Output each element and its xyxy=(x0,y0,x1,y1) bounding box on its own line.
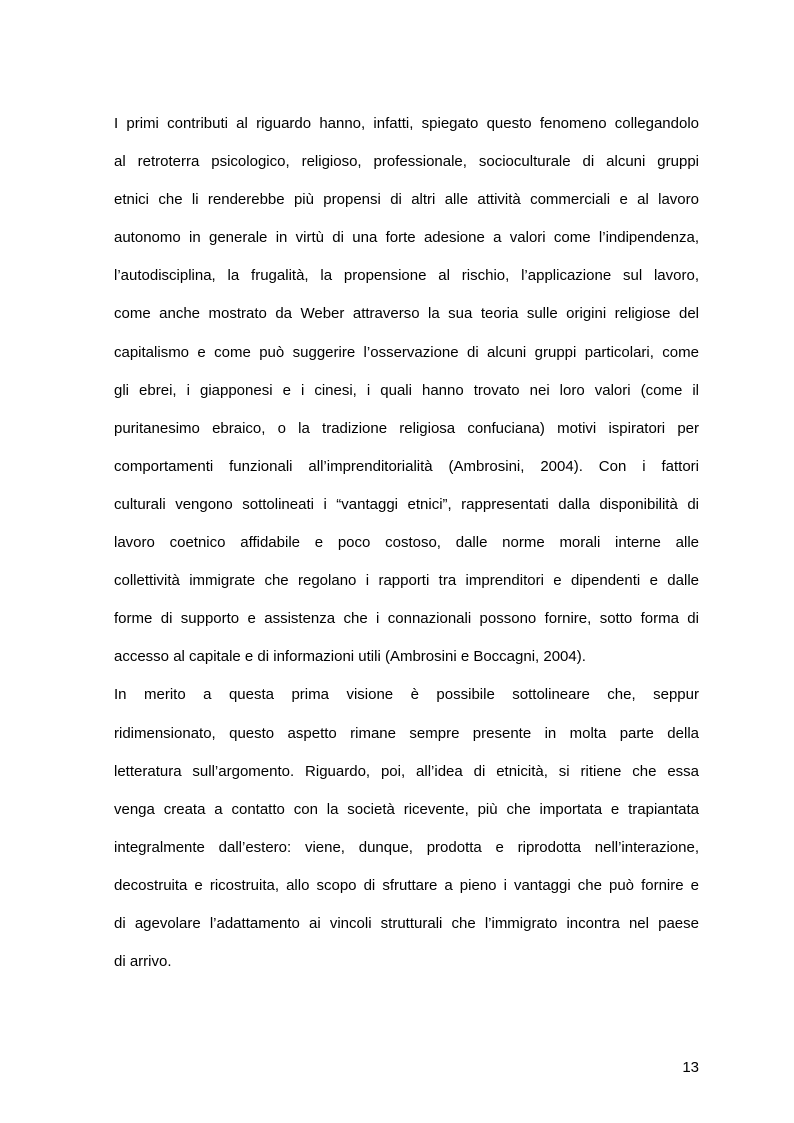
body-text xyxy=(114,112,699,988)
text-line: In merito a questa prima visione è possibile sottolineare che, seppur xyxy=(114,686,699,704)
text-line: forme di supporto e assistenza che i connazionali possono fornire, sotto forma di xyxy=(114,610,699,628)
text-line: I primi contributi al riguardo hanno, infatti, spiegato questo fenomeno collegandolo xyxy=(114,115,699,132)
text-line: venga creata a contatto con la società ricevente, più che importata e trapiantata xyxy=(114,800,699,818)
text-line: autonomo in generale in virtù di una forte adesione a valori come l’indipendenza, xyxy=(114,229,699,247)
text-line: puritanesimo ebraico, o la tradizione religiosa confuciana) motivi ispiratori per xyxy=(114,419,699,437)
text-line: integralmente dall’estero: viene, dunque, prodotta e riprodotta nell’interazione, xyxy=(114,838,699,856)
text-line: ridimensionato, questo aspetto rimane sempre presente in molta parte della xyxy=(114,724,699,742)
text-line: l’autodisciplina, la frugalità, la propensione al rischio, l’applicazione sul lavoro, xyxy=(114,267,699,285)
text-line: al retroterra psicologico, religioso, professionale, socioculturale di alcuni gruppi xyxy=(114,153,699,171)
text-line: di arrivo. xyxy=(114,953,172,971)
text-line: etnici che li renderebbe più propensi di altri alle attività commerciali e al lavoro xyxy=(114,191,699,209)
text-line: letteratura sull’argomento. Riguardo, poi, all’idea di etnicità, si ritiene che essa xyxy=(114,762,699,780)
text-line: gli ebrei, i giapponesi e i cinesi, i quali hanno trovato nei loro valori (come il xyxy=(114,381,699,399)
text-line: di agevolare l’adattamento ai vincoli strutturali che l’immigrato incontra nel paese xyxy=(114,914,699,932)
text-line: come anche mostrato da Weber attraverso la sua teoria sulle origini religiose del xyxy=(114,305,699,323)
text-line: accesso al capitale e di informazioni utili (Ambrosini e Boccagni, 2004). xyxy=(114,648,586,666)
text-line: culturali vengono sottolineati i “vantaggi etnici”, rappresentati dalla disponibilità di xyxy=(114,495,699,513)
text-line: collettività immigrate che regolano i rapporti tra imprenditori e dipendenti e dalle xyxy=(114,572,699,590)
text-line: decostruita e ricostruita, allo scopo di sfruttare a pieno i vantaggi che può fornire e xyxy=(114,876,699,894)
text-line: capitalismo e come può suggerire l’osservazione di alcuni gruppi particolari, come xyxy=(114,343,699,361)
page-number: 13 xyxy=(682,1059,699,1076)
text-line: lavoro coetnico affidabile e poco costoso, dalle norme morali interne alle xyxy=(114,534,699,552)
text-line: comportamenti funzionali all’imprenditorialità (Ambrosini, 2004). Con i fattori xyxy=(114,457,699,475)
